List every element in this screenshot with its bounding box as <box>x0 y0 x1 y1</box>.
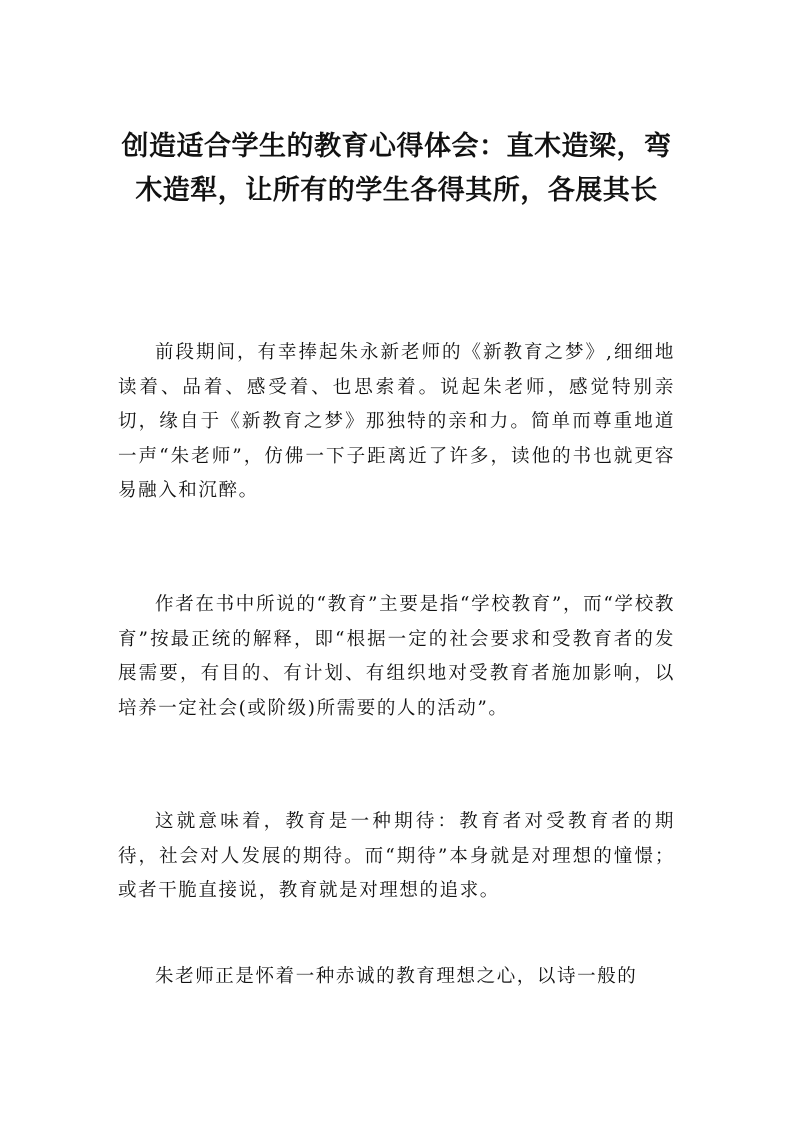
document-title: 创造适合学生的教育心得体会：直木造梁，弯木造犁，让所有的学生各得其所，各展其长 <box>121 131 672 206</box>
paragraph-2: 作者在书中所说的“教育”主要是指“学校教育”，而“学校教育”按最正统的解释，即“根据一定的社会要求和受教育者的发展需要，有目的、有计划、有组织地对受教育者施加影响，以培养一定社会(或阶级)所需要的人的活动”。 <box>118 594 675 719</box>
paragraph-3: 这就意味着，教育是一种期待：教育者对受教育者的期待，社会对人发展的期待。而“期待”本身就是对理想的憧憬；或者干脆直接说，教育就是对理想的追求。 <box>118 811 675 901</box>
paragraph-1: 前段期间，有幸捧起朱永新老师的《新教育之梦》,细细地读着、品着、感受着、也思索着。说起朱老师，感觉特别亲切，缘自于《新教育之梦》那独特的亲和力。简单而尊重地道一声“朱老师”，仿佛一下子距离近了许多，读他的书也就更容易融入和沉醉。 <box>118 342 675 501</box>
paragraph-4: 朱老师正是怀着一种赤诚的教育理想之心，以诗一般的 <box>155 966 638 987</box>
